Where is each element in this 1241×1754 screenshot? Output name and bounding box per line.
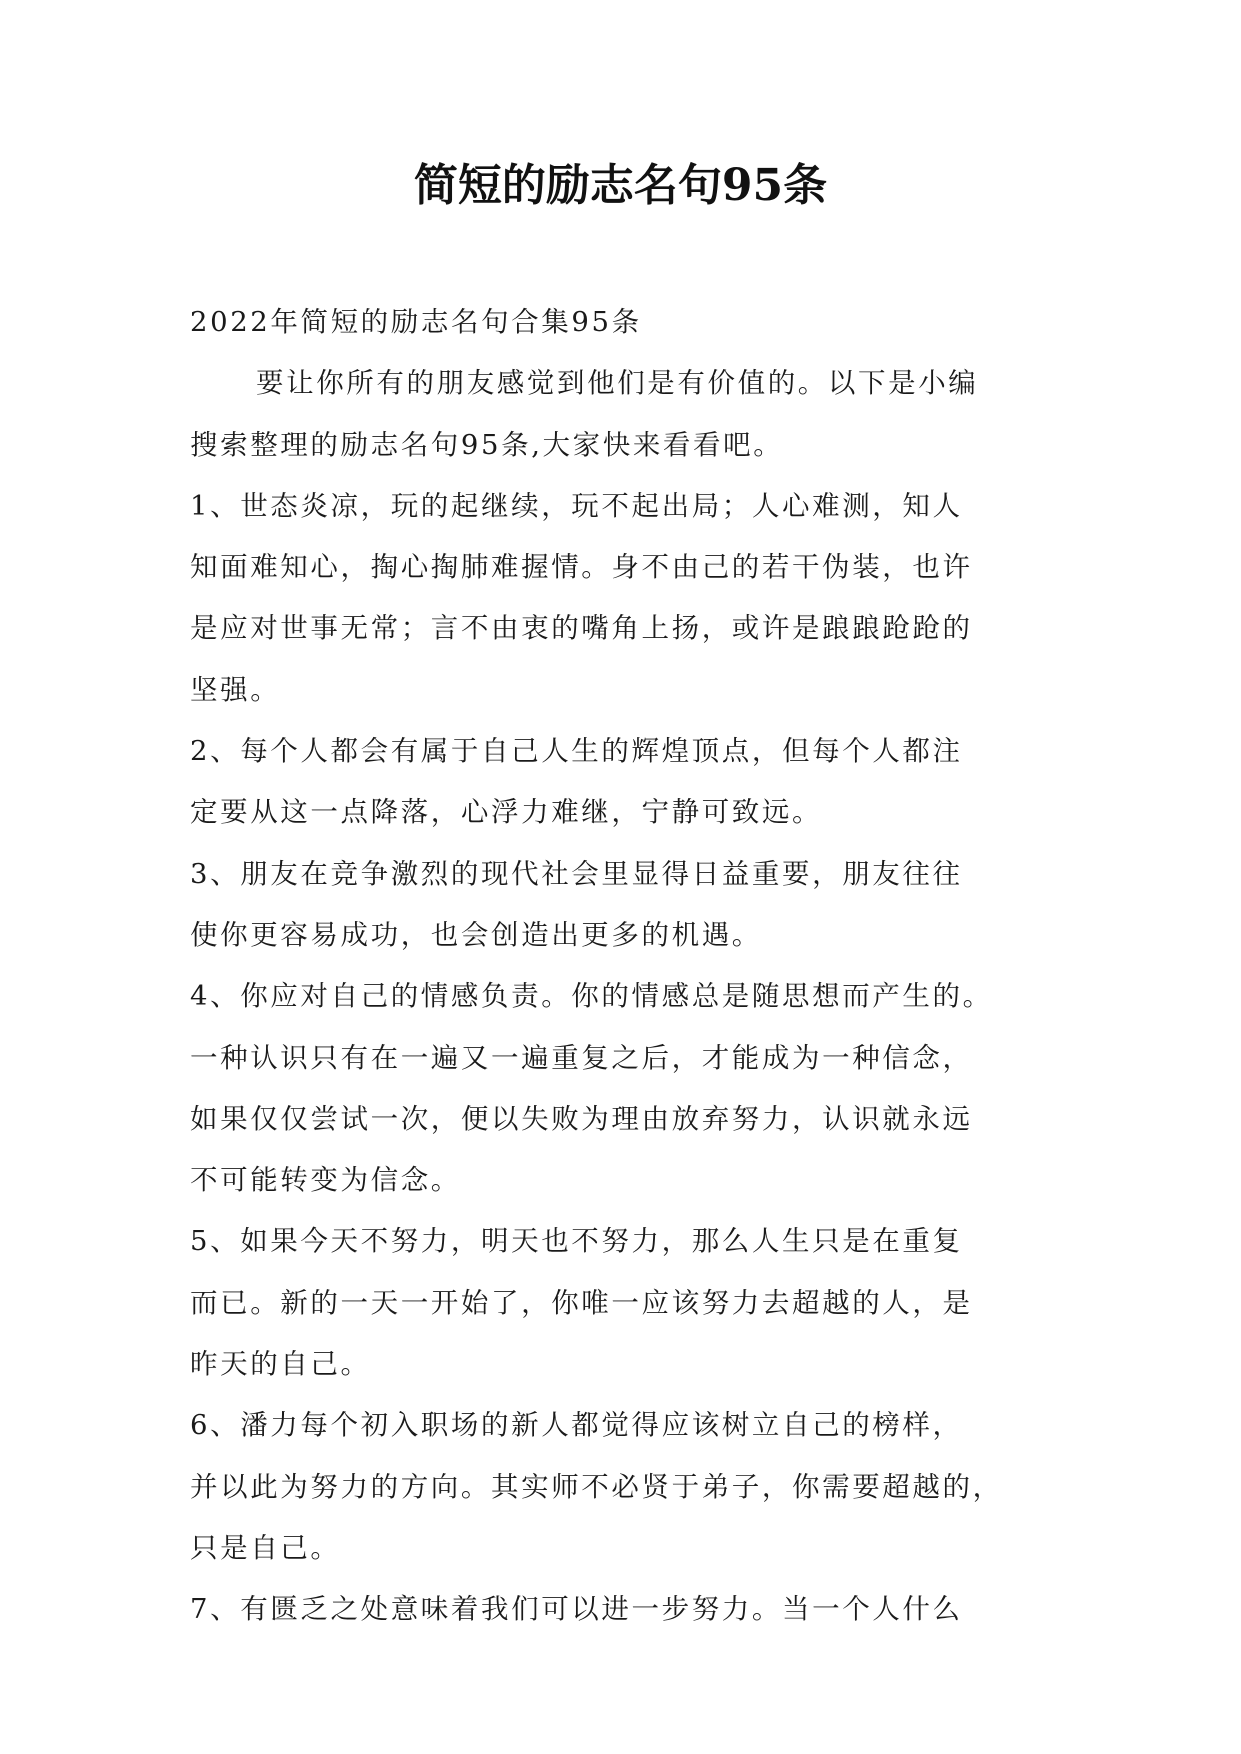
paragraph-line: 1、世态炎凉，玩的起继续，玩不起出局；人心难测，知人 xyxy=(190,489,963,522)
intro-line: 搜索整理的励志名句95条,大家快来看看吧。 xyxy=(190,428,784,461)
document-title: 简短的励志名句95条 xyxy=(413,160,828,211)
paragraph-line: 是应对世事无常；言不由衷的嘴角上扬，或许是踉踉跄跄的 xyxy=(190,612,973,645)
paragraph-line: 不可能转变为信念。 xyxy=(190,1164,461,1197)
paragraph-line: 使你更容易成功，也会创造出更多的机遇。 xyxy=(190,918,762,951)
paragraph-line: 而已。新的一天一开始了，你唯一应该努力去超越的人，是 xyxy=(190,1286,973,1319)
paragraph-line: 如果仅仅尝试一次，便以失败为理由放弃努力，认识就永远 xyxy=(190,1102,973,1135)
paragraph-line: 昨天的自己。 xyxy=(190,1348,371,1381)
paragraph-line: 知面难知心，掏心掏肺难握情。身不由己的若干伪装，也许 xyxy=(190,551,973,584)
paragraph-line: 并以此为努力的方向。其实师不必贤于弟子，你需要超越的， xyxy=(190,1470,1003,1503)
paragraph-line: 定要从这一点降落，心浮力难继，宁静可致远。 xyxy=(190,796,823,829)
paragraph-line: 7、有匮乏之处意味着我们可以进一步努力。当一个人什么 xyxy=(190,1593,963,1626)
document-body xyxy=(190,292,1070,1641)
paragraph-line: 只是自己。 xyxy=(190,1531,341,1564)
subtitle-line: 2022年简短的励志名句合集95条 xyxy=(190,306,642,338)
paragraph-line: 坚强。 xyxy=(190,673,281,706)
paragraph-line: 4、你应对自己的情感负责。你的情感总是随思想而产生的。 xyxy=(190,980,993,1013)
paragraph-line: 3、朋友在竞争激烈的现代社会里显得日益重要，朋友往往 xyxy=(190,857,963,890)
paragraph-line: 2、每个人都会有属于自己人生的辉煌顶点，但每个人都注 xyxy=(190,735,963,768)
paragraph-line: 6、潘力每个初入职场的新人都觉得应该树立自己的榜样， xyxy=(190,1409,963,1442)
paragraph-line: 5、如果今天不努力，明天也不努力，那么人生只是在重复 xyxy=(190,1225,963,1258)
paragraph-line: 一种认识只有在一遍又一遍重复之后，才能成为一种信念， xyxy=(190,1041,973,1074)
intro-line: 要让你所有的朋友感觉到他们是有价值的。以下是小编 xyxy=(256,367,979,400)
